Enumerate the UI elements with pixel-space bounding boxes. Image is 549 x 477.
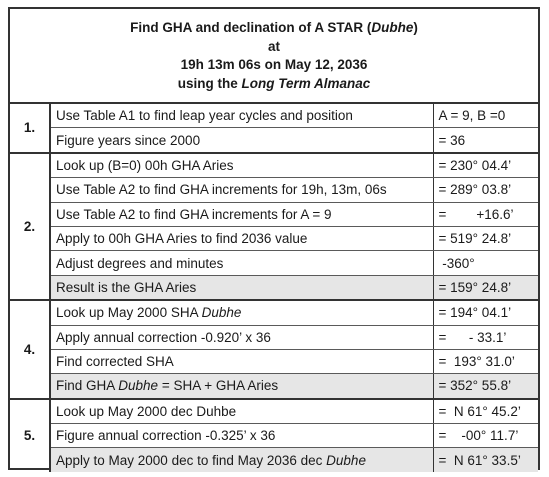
step-value: = N 61° 45.2’	[433, 399, 538, 424]
table-row	[10, 202, 538, 226]
step-description: Result is the GHA Aries	[50, 275, 433, 300]
step-description: Find corrected SHA	[50, 349, 433, 373]
step-description: Apply to 00h GHA Aries to find 2036 value	[50, 226, 433, 250]
step-number: 5.	[10, 399, 50, 472]
steps-table	[10, 104, 538, 472]
step-value: = 193° 31.0’	[433, 349, 538, 373]
title-line-3: 19h 13m 06s on May 12, 2036	[180, 57, 368, 72]
step-description: Use Table A2 to find GHA increments for 19h, 13m, 06s	[50, 178, 433, 202]
title-line-2: at	[267, 38, 280, 54]
step-value: = N 61° 33.5’	[433, 448, 538, 472]
step-description: Apply to May 2000 dec to find May 2036 dec Dubhe	[50, 448, 433, 472]
table-row	[10, 251, 538, 275]
step-value: = 352° 55.8’	[433, 374, 538, 399]
step-value: A = 9, B =0	[433, 104, 538, 128]
table-row	[10, 300, 538, 325]
table-row	[10, 128, 538, 153]
step-value: = 519° 24.8’	[433, 226, 538, 250]
step-description: Find GHA Dubhe = SHA + GHA Aries	[50, 374, 433, 399]
table-row	[10, 448, 538, 472]
almanac-worksheet	[8, 7, 540, 470]
step-description: Look up (B=0) 00h GHA Aries	[50, 153, 433, 178]
step-number: 1.	[10, 104, 50, 153]
step-value: = 289° 03.8’	[433, 178, 538, 202]
table-row	[10, 153, 538, 178]
worksheet-title	[10, 9, 538, 104]
step-value: = +16.6’	[433, 202, 538, 226]
step-description: Figure years since 2000	[50, 128, 433, 153]
table-row	[10, 424, 538, 448]
step-description: Use Table A1 to find leap year cycles and position	[50, 104, 433, 128]
table-row	[10, 104, 538, 128]
step-number: 4.	[10, 300, 50, 399]
step-description: Apply annual correction -0.920’ x 36	[50, 325, 433, 349]
table-row	[10, 275, 538, 300]
step-description: Look up May 2000 SHA Dubhe	[50, 300, 433, 325]
step-value: = 194° 04.1’	[433, 300, 538, 325]
table-row	[10, 374, 538, 399]
step-value: = 159° 24.8’	[433, 275, 538, 300]
step-number: 2.	[10, 153, 50, 300]
title-line-4: using the Long Term Almanac	[177, 75, 371, 91]
table-row	[10, 178, 538, 202]
step-value: = -00° 11.7’	[433, 424, 538, 448]
table-row	[10, 349, 538, 373]
step-value: = 36	[433, 128, 538, 153]
step-value: -360°	[433, 251, 538, 275]
step-value: = 230° 04.4’	[433, 153, 538, 178]
step-description: Figure annual correction -0.325’ x 36	[50, 424, 433, 448]
table-row	[10, 226, 538, 250]
step-description: Adjust degrees and minutes	[50, 251, 433, 275]
table-row	[10, 399, 538, 424]
step-description: Use Table A2 to find GHA increments for A = 9	[50, 202, 433, 226]
step-description: Look up May 2000 dec Duhbe	[50, 399, 433, 424]
title-line-1: Find GHA and declination of A STAR (Dubhe)	[130, 20, 418, 35]
table-row	[10, 325, 538, 349]
step-value: = - 33.1’	[433, 325, 538, 349]
